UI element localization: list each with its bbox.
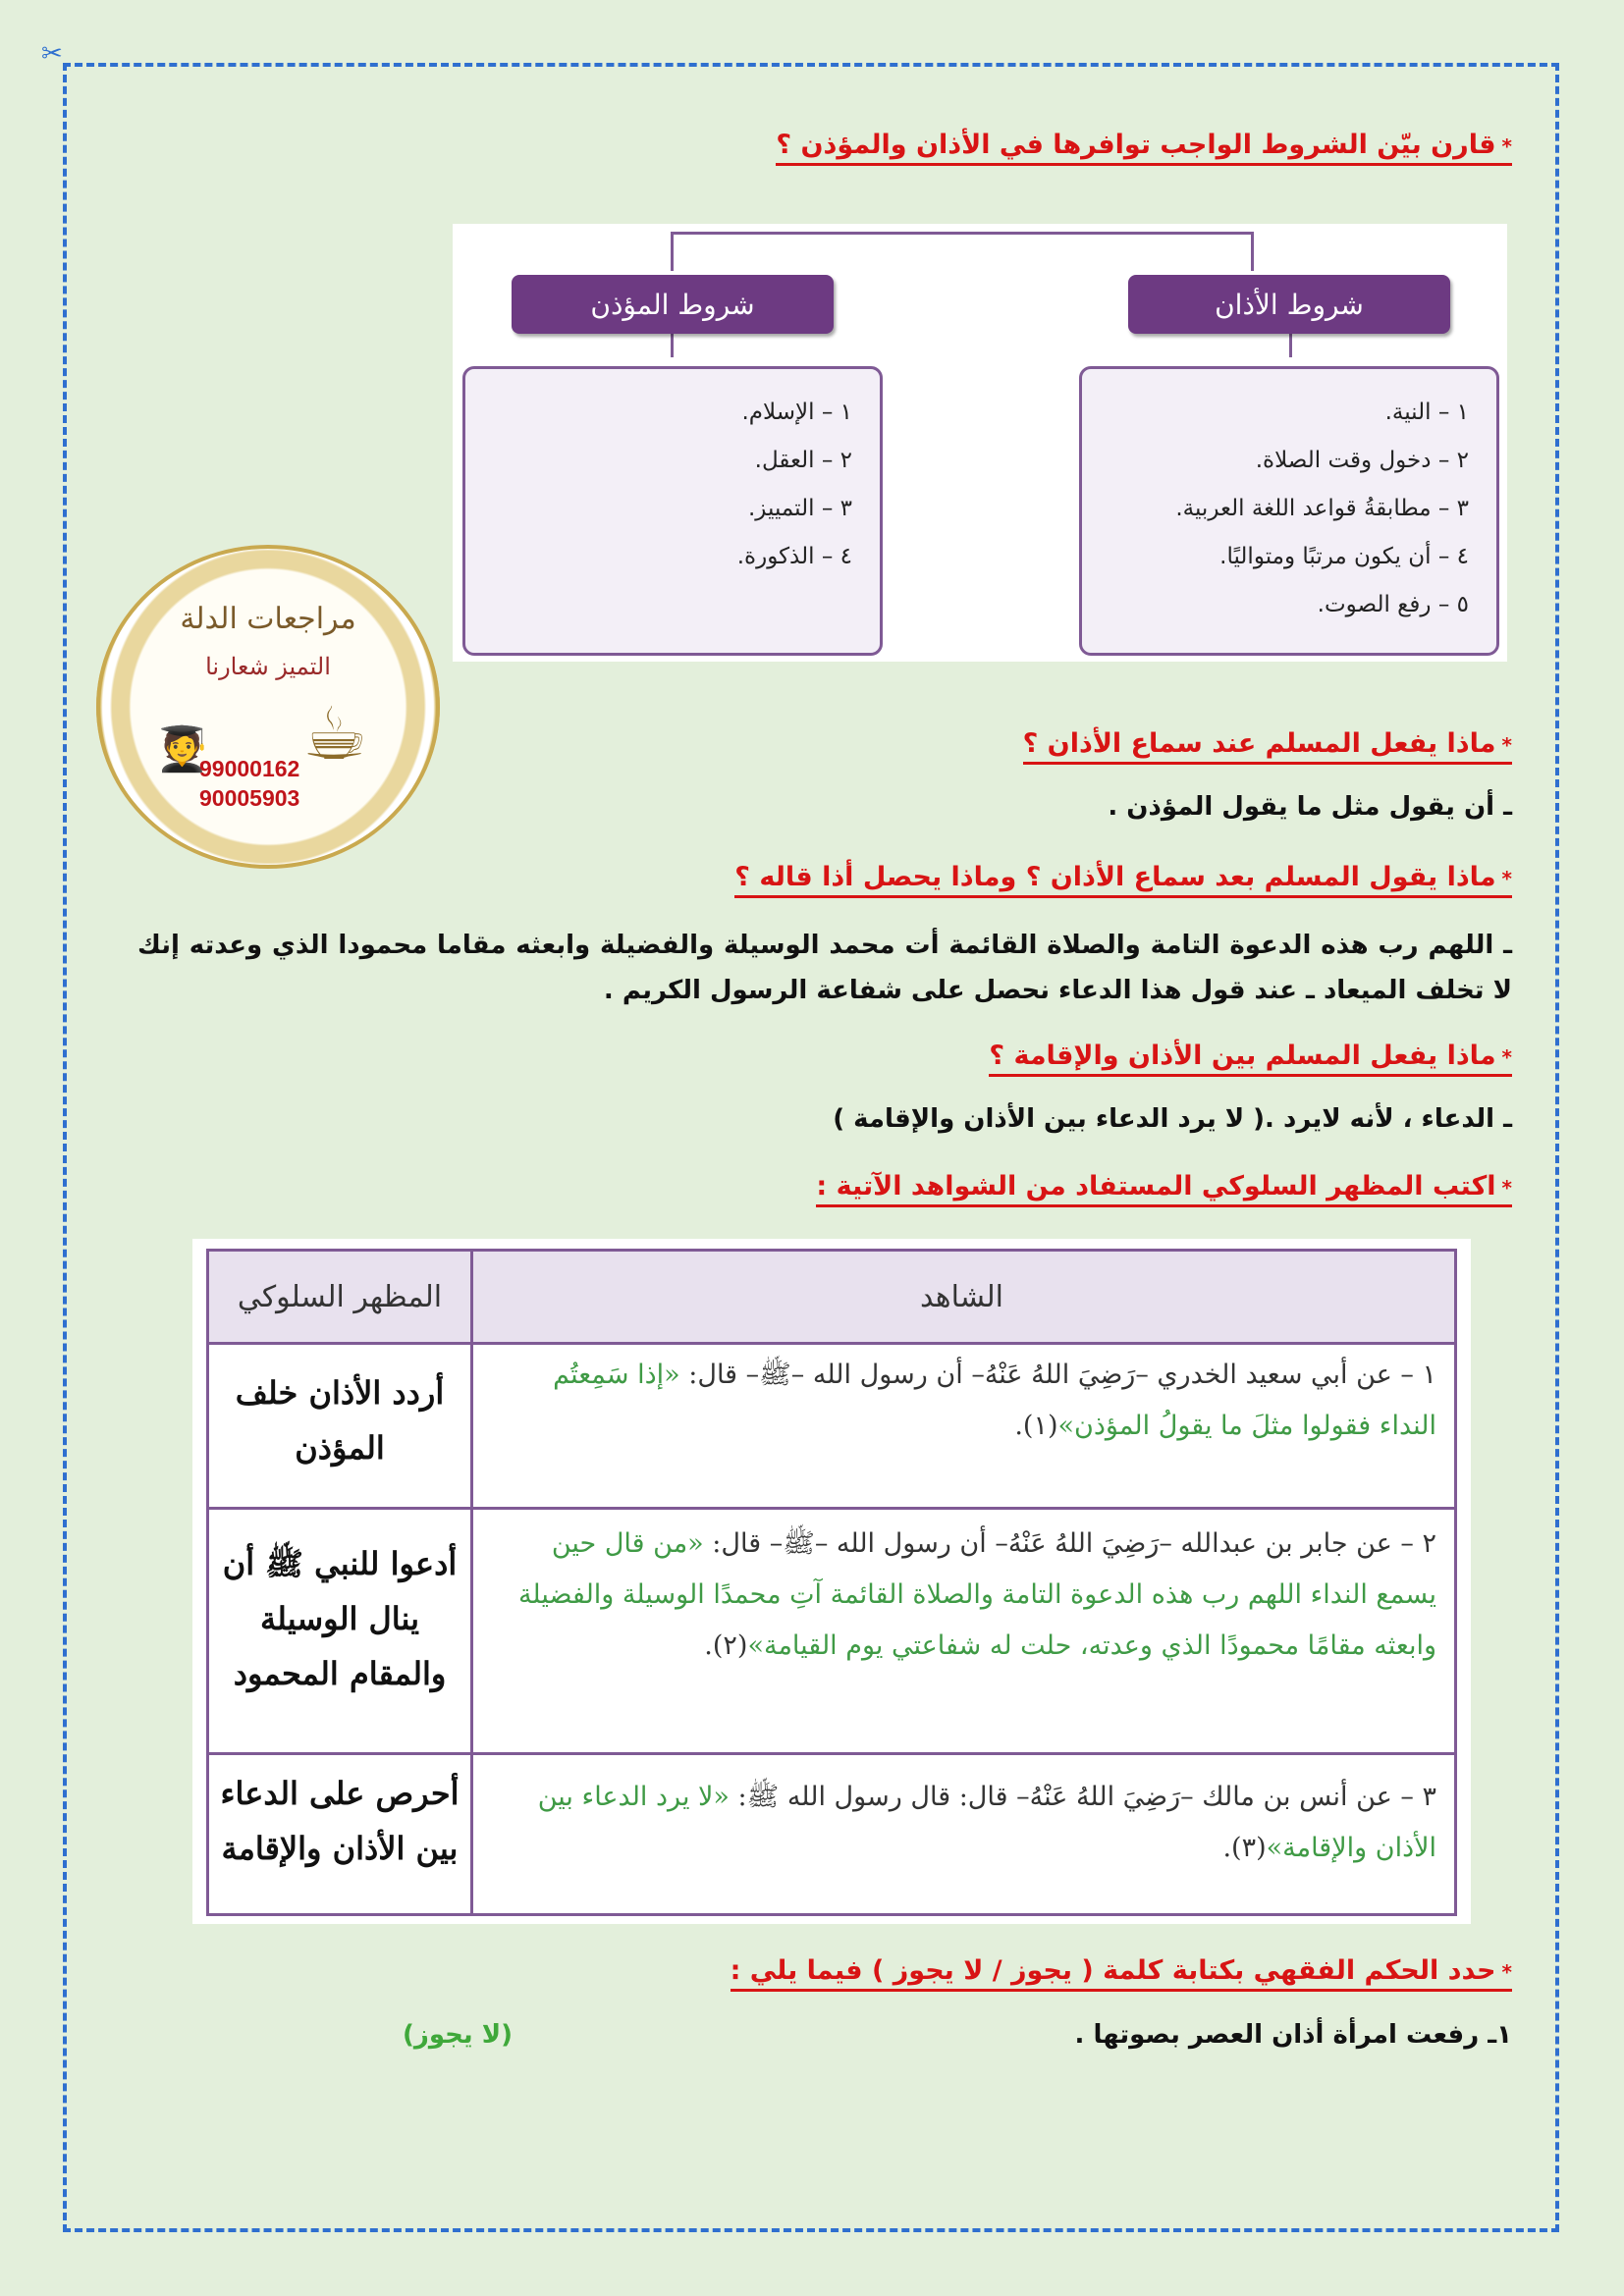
evidence-table xyxy=(192,1239,1471,1924)
table-row-3-behavior: أحرص على الدعاء بين الأذان والإقامة xyxy=(220,1775,460,1867)
answer-after-adhan: ـ اللهم رب هذه الدعوة التامة والصلاة القائمة أت محمد الوسيلة والفضيلة وابعثه مقاما محمودا الذي وعدته إنك لا تخلف الميعاد ـ عند قول هذا الدعاء نحصل على شفاعة الرسول الكريم . xyxy=(137,931,1512,1005)
adhan-conditions-list xyxy=(1079,366,1499,656)
list-item: ٤ – أن يكون مرتبًا ومتواليًا. xyxy=(1219,544,1469,569)
adhan-conditions-title: شروط الأذان xyxy=(1128,275,1450,334)
graduates-icon: 🧑‍🎓 xyxy=(155,724,209,774)
question-behavioral-aspect: *اكتب المظهر السلوكي المستفاد من الشواهد الآتية : xyxy=(816,1171,1512,1207)
answer-on-hearing-adhan: ـ أن يقول مثل ما يقول المؤذن . xyxy=(1108,792,1512,822)
table-row-1-behavior: أردد الأذان خلف المؤذن xyxy=(235,1374,445,1467)
list-item: ٤ – الذكورة. xyxy=(736,544,852,569)
question-between-adhan-iqama: *ماذا يفعل المسلم بين الأذان والإقامة ؟ xyxy=(989,1041,1512,1077)
logo-phone-1: 99000162 xyxy=(199,756,300,781)
table-header-behavior: المظهر السلوكي xyxy=(209,1252,470,1345)
table-header-evidence: الشاهد xyxy=(469,1252,1454,1345)
question-on-hearing-adhan: *ماذا يفعل المسلم عند سماع الأذان ؟ xyxy=(1023,728,1512,765)
muadhin-conditions-list xyxy=(462,366,883,656)
fiqh-item-1-answer: (لا يجوز) xyxy=(403,2020,513,2050)
list-item: ١ – النية. xyxy=(1384,400,1469,425)
answer-between-adhan-iqama: ـ الدعاء ، لأنه لايرد .( لا يرد الدعاء بين الأذان والإقامة ) xyxy=(833,1104,1512,1134)
logo-subtitle: التميز شعارنا xyxy=(205,653,331,680)
list-item: ٢ – دخول وقت الصلاة. xyxy=(1255,448,1469,473)
logo-phone-2: 90005903 xyxy=(199,785,300,811)
coffee-pot-icon: ☕ xyxy=(302,692,368,776)
muadhin-conditions-title: شروط المؤذن xyxy=(512,275,834,334)
table-row-1-evidence: ١ – عن أبي سعيد الخدري –رَضِيَ اللهُ عَنْهُ– أن رسول الله –ﷺ– قال: «إذا سَمِعتُم النداء فقولوا مثلَ ما يقولُ المؤذن»(١). xyxy=(553,1360,1436,1441)
table-row-2-evidence: ٢ – عن جابر بن عبدالله –رَضِيَ اللهُ عَنْهُ– أن رسول الله –ﷺ– قال: «من قال حين يسمع النداء اللهم رب هذه الدعوة التامة والصلاة القائمة آتِ محمدًا الوسيلة والفضيلة وابعثه مقامًا محمودًا الذي وعدته، حلت له شفاعتي يوم القيامة»(٢). xyxy=(517,1528,1436,1661)
list-item: ٣ – مطابقةُ قواعد اللغة العربية. xyxy=(1175,496,1469,521)
fiqh-item-1: ١ـ رفعت امرأة أذان العصر بصوتها . xyxy=(1074,2020,1512,2050)
list-item: ١ – الإسلام. xyxy=(741,400,852,425)
logo-title: مراجعات الدلة xyxy=(180,602,356,636)
list-item: ٣ – التمييز. xyxy=(748,496,852,521)
brand-logo xyxy=(96,545,440,869)
conditions-diagram xyxy=(453,224,1507,662)
question-after-adhan: *ماذا يقول المسلم بعد سماع الأذان ؟ وماذا يحصل أذا قاله ؟ xyxy=(734,862,1512,898)
list-item: ٢ – العقل. xyxy=(754,448,852,473)
table-row-2-behavior: أدعوا للنبي ﷺ أن ينال الوسيلة والمقام المحمود xyxy=(222,1545,458,1692)
question-compare-conditions: *قارن بيّن الشروط الواجب توافرها في الأذان والمؤذن ؟ xyxy=(776,130,1512,166)
question-fiqh-ruling: *حدد الحكم الفقهي بكتابة كلمة ( يجوز / لا يجوز ) فيما يلي : xyxy=(731,1955,1512,1992)
scissors-icon: ✂ xyxy=(41,39,63,69)
list-item: ٥ – رفع الصوت. xyxy=(1317,592,1469,617)
table-row-3-evidence: ٣ – عن أنس بن مالك –رَضِيَ اللهُ عَنْهُ– قال: قال رسول الله ﷺ: «لا يرد الدعاء بين الأذان والإقامة»(٣). xyxy=(537,1782,1436,1863)
